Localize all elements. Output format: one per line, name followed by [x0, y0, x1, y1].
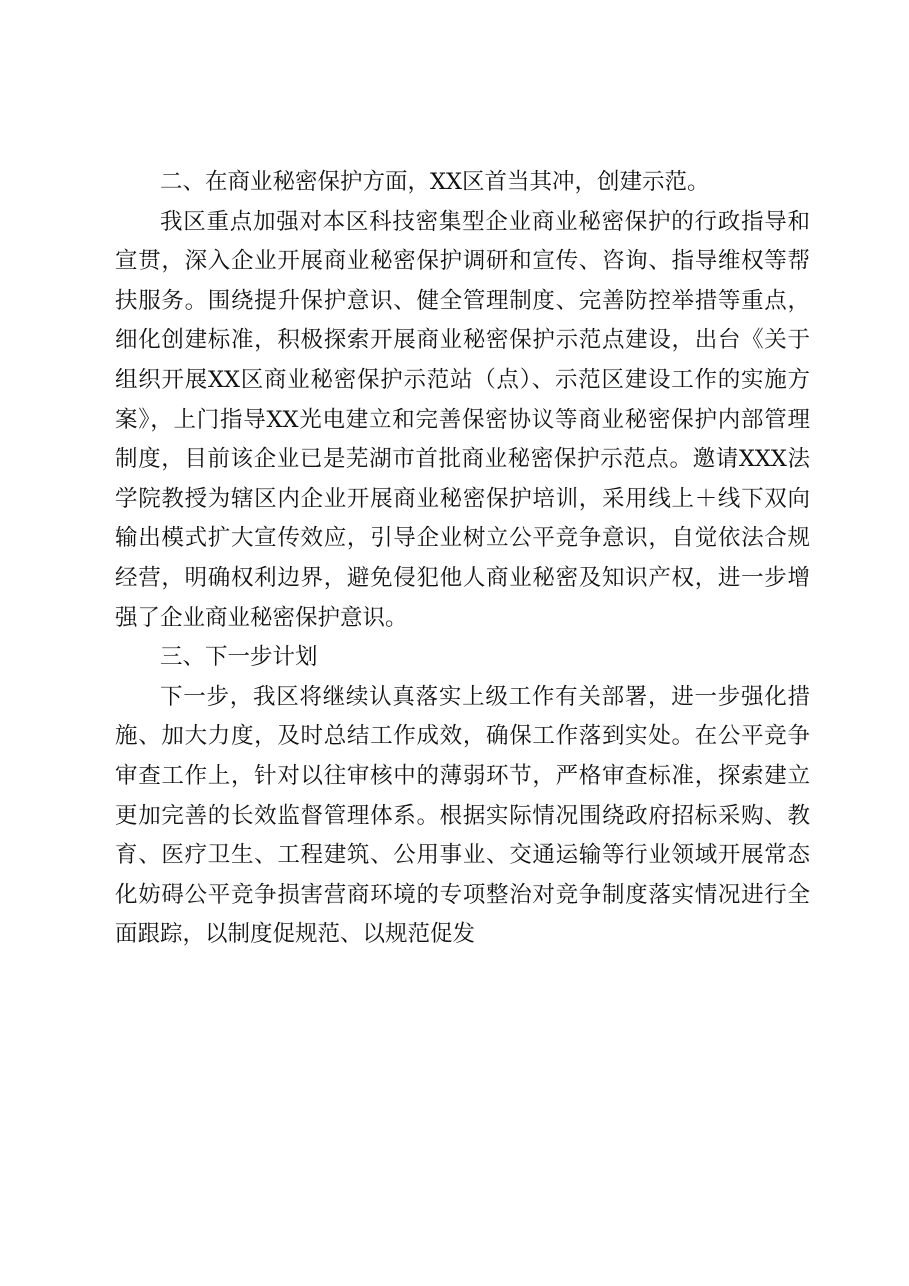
section-3-heading: 三、下一步计划 — [160, 644, 318, 671]
section-2-paragraph: 我区重点加强对本区科技密集型企业商业秘密保护的行政指导和宣贯，深入企业开展商业秘密保护调研和宣传、咨询、指导维权等帮扶服务。围绕提升保护意识、健全管理制度、完善防控举措等重点，细化创建标准，积极探索开展商业秘密保护示范点建设，出台《关于组织开展XX区商业秘密保护示范站（点）、示范区建设工作的实施方案》，上门指导XX光电建立和完善保密协议等商业秘密保护内部管理制度，目前该企业已是芜湖市首批商业秘密保护示范点。邀请XXX法学院教授为辖区内企业开展商业秘密保护培训，采用线上＋线下双向输出模式扩大宣传效应，引导企业树立公平竞争意识，自觉依法合规经营，明确权利边界，避免侵犯他人商业秘密及知识产权，进一步增强了企业商业秘密保护意识。 — [115, 208, 810, 631]
section-2-heading: 二、在商业秘密保护方面，XX区首当其冲，创建示范。 — [160, 169, 710, 195]
section-3-paragraph: 下一步，我区将继续认真落实上级工作有关部署，进一步强化措施、加大力度，及时总结工作成效，确保工作落到实处。在公平竞争审查工作上，针对以往审核中的薄弱环节，严格审查标准，探索建立更加完善的长效监督管理体系。根据实际情况围绕政府招标采购、教育、医疗卫生、工程建筑、公用事业、交通运输等行业领域开展常态化妨碍公平竞争损害营商环境的专项整治对竞争制度落实情况进行全面跟踪，以制度促规范、以规范促发 — [115, 683, 810, 948]
document-body — [115, 163, 810, 955]
